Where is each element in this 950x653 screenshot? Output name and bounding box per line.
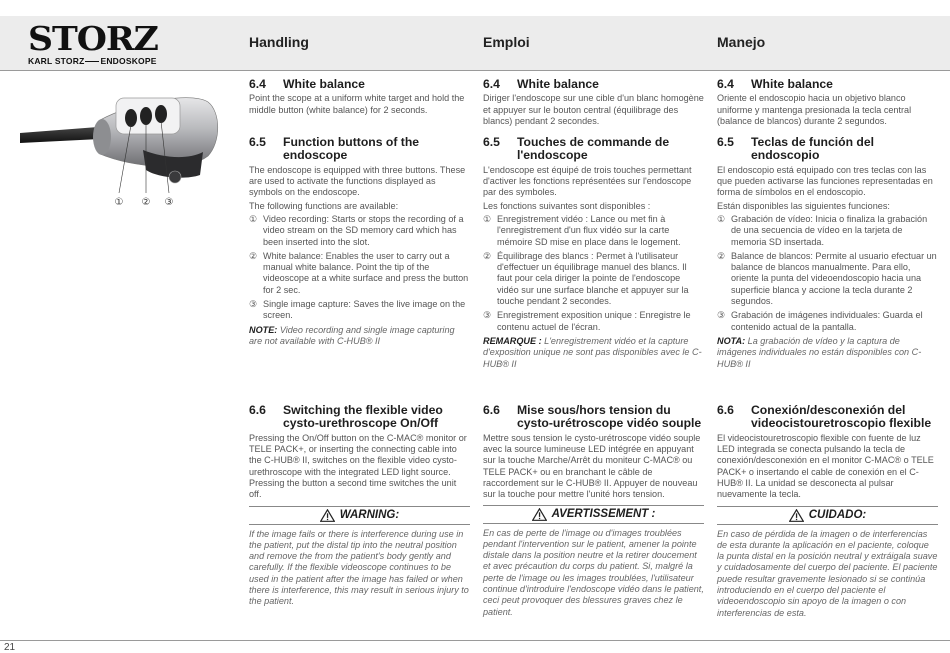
intro-6-5-es: El endoscopio está equipado con tres teclas con las que pueden activarse las funciones representadas en forma de símbolos en el endoscopio.	[717, 164, 933, 198]
list-item: ③ Enregistrement exposition unique : Enregistre le contenu actuel de l'écran.	[483, 310, 691, 332]
section-6-5-fr	[483, 136, 704, 370]
section-6-5-es	[717, 136, 938, 370]
warning-triangle-icon	[532, 508, 547, 521]
warning-header-fr: AVERTISSEMENT :	[483, 505, 704, 524]
section-6-5-en	[249, 136, 470, 347]
body-6-4-es: Oriente el endoscopio hacia un objetivo blanco uniforme y mantenga presionada la tecla central (balance de blancos) durante 2 segundos.	[717, 93, 912, 126]
list-item: ① Grabación de vídeo: Inicia o finaliza la grabación de una secuencia de vídeo en la tarjeta de memoria SD insertada.	[717, 214, 928, 247]
list-item: ③ Single image capture: Saves the live image on the screen.	[249, 299, 466, 321]
page-number: 21	[4, 642, 16, 653]
logo-sub-left: KARL STORZ	[28, 56, 85, 66]
heading-6-5-es: 6.5 Teclas de función del endoscopio	[717, 135, 875, 163]
list-item: ② White balance: Enables the user to carry out a manual white balance. Point the tip of the videoscope at a white surface and press the button for 2 sec.	[249, 250, 469, 295]
body-6-6-en: Pressing the On/Off button on the C-MAC® monitor or TELE PACK+, or inserting the connecting cable into the C-HUB® II, switches on the flexible video cysto-urethroscope with the integrated LED light source. Pressing the button a second time switches the unit off.	[249, 432, 467, 500]
section-6-4-es	[717, 78, 938, 129]
storz-logo	[28, 19, 228, 66]
list-item: ① Enregistrement vidéo : Lance ou met fin à l'enregistrement d'un flux vidéo sur la carte mémoire SD mise en place dans le logement.	[483, 214, 681, 247]
callout-1: ①	[114, 197, 124, 208]
heading-6-6-fr: 6.6 Mise sous/hors tension du cysto-urétroscope vidéo souple	[483, 403, 702, 431]
body-6-4-en: Point the scope at a uniform white target and hold the middle button (white balance) for 2 seconds.	[249, 93, 465, 115]
heading-6-4-es: 6.4 White balance	[717, 77, 833, 91]
body-6-4-fr: Diriger l'endoscope sur une cible d'un blanc homogène et appuyer sur le bouton central (équilibrage des blancs) pendant 2 secondes.	[483, 93, 704, 126]
list-item: ② Balance de blancos: Permite al usuario efectuar un balance de blancos manualmente. Para ello, oriente la punta del videoendoscopio hacia una superficie blanca y accione la tecla durante 2 segundos.	[717, 250, 937, 307]
heading-6-6-en: 6.6 Switching the flexible video cysto-urethroscope On/Off	[249, 403, 443, 431]
heading-6-5-fr: 6.5 Touches de commande de l'endoscope	[483, 135, 670, 163]
logo-main: STORZ	[28, 19, 158, 58]
logo-sub-right: ENDOSKOPE	[100, 56, 157, 66]
warning-header-en: WARNING:	[249, 506, 470, 525]
body-6-6-fr: Mettre sous tension le cysto-urétroscope vidéo souple avec la source lumineuse LED intégrée en appuyant sur la touche Marche/Arrêt du moniteur C-MAC® ou TELE PACK+ ou en branchant le câble de raccordement sur le C-HUB® II. Appuyer de nouveau sur la touche pour mettre l'unité hors tension.	[483, 432, 701, 500]
callout-3: ③	[164, 197, 174, 208]
section-6-4-en	[249, 78, 470, 118]
heading-6-5-en: 6.5 Function buttons of the endoscope	[249, 135, 420, 163]
body-6-6-es: El videocistouretroscopio flexible con fuente de luz LED integrada se conecta pulsando la tecla de conexión/desconexión en el monitor C-MAC® o TELE PACK+ o insertando el cable de conexión en el C-HUB® II. La unidad se desconecta al pulsar nuevamente la tecla.	[717, 432, 934, 500]
intro-6-5-fr: L'endoscope est équipé de trois touches permettant d'activer les fonctions représentées sur l'endoscope par des symboles.	[483, 164, 692, 198]
intro-6-5-en: The endoscope is equipped with three buttons. These are used to activate the functions displayed as symbols on the endoscope.	[249, 164, 466, 198]
header-rule	[0, 70, 950, 71]
section-6-6-en	[249, 404, 470, 608]
note-6-5-fr: REMARQUE : L'enregistrement vidéo et la capture d'exposition unique ne sont pas disponibles avec le C-HUB® II	[483, 335, 702, 369]
section-6-4-fr	[483, 78, 704, 129]
list-item: ② Équilibrage des blancs : Permet à l'utilisateur d'effectuer un équilibrage manuel des blancs. Il faut pour cela diriger la pointe de l'endoscope vidéo sur une surface blanche et appuyer sur la touche pendant 2 secondes.	[483, 250, 689, 307]
warning-triangle-icon	[789, 509, 804, 522]
heading-6-4-fr: 6.4 White balance	[483, 77, 599, 91]
list-item: ③ Grabación de imágenes individuales: Guarda el contenido actual de la pantalla.	[717, 310, 923, 332]
footer-rule	[0, 640, 950, 641]
section-6-6-es	[717, 404, 938, 619]
avail-6-5-es: Están disponibles las siguientes funciones:	[717, 200, 890, 211]
list-item: ① Video recording: Starts or stops the recording of a video stream on the SD memory card which has been inserted into the slot.	[249, 214, 464, 247]
warning-triangle-icon	[320, 509, 335, 522]
warning-text-fr: En cas de perte de l'image ou d'images troublées pendant l'intervention sur le patient, amener la pointe distale dans la position neutre et la retirer doucement et avec précaution du corps du patient. Si, malgré la perte de l'image ou les images troublées, l'utilisateur continue d'introduire l'endoscope vidéo dans le patient, ceci peut provoquer des blessures graves chez le patient.	[483, 527, 704, 617]
heading-6-6-es: 6.6 Conexión/desconexión del videocistouretroscopio flexible	[717, 403, 932, 431]
warning-text-es: En caso de pérdida de la imagen o de interferencias de esta durante la aplicación en el paciente, coloque la punta distal en la posición neutral y extráigala suave y cuidadosamente del cuerpo del paciente. El paciente puede resultar gravemente lesionado si se continúa introduciendo en el cuerpo del paciente el videoendoscopio sin apoyo de la imagen o con interferencias de esta.	[717, 528, 938, 618]
header-emploi: Emploi	[483, 34, 530, 50]
endoscope-handle-illustration	[18, 80, 223, 215]
avail-6-5-fr: Les fonctions suivantes sont disponibles :	[483, 200, 651, 211]
header-manejo: Manejo	[717, 34, 766, 50]
warning-header-es: CUIDADO:	[717, 506, 938, 525]
note-6-5-en: NOTE: Video recording and single image capturing are not available with C-HUB® II	[249, 324, 455, 346]
avail-6-5-en: The following functions are available:	[249, 200, 399, 211]
heading-6-4-en: 6.4 White balance	[249, 77, 365, 91]
callout-2: ②	[141, 197, 151, 208]
note-6-5-es: NOTA: La grabación de vídeo y la captura de imágenes individuales no están disponibles con C-HUB® II	[717, 335, 922, 369]
warning-text-en: If the image fails or there is interference during use in the patient, put the distal tip into the neutral position and remove the from the patient's body gently and carefully. If the flexible videoscope continues to be used in the patient after the image has failed or when there is interference, this may result in serious injury to the patient.	[249, 528, 469, 607]
section-6-6-fr	[483, 404, 704, 618]
header-handling: Handling	[249, 34, 309, 50]
